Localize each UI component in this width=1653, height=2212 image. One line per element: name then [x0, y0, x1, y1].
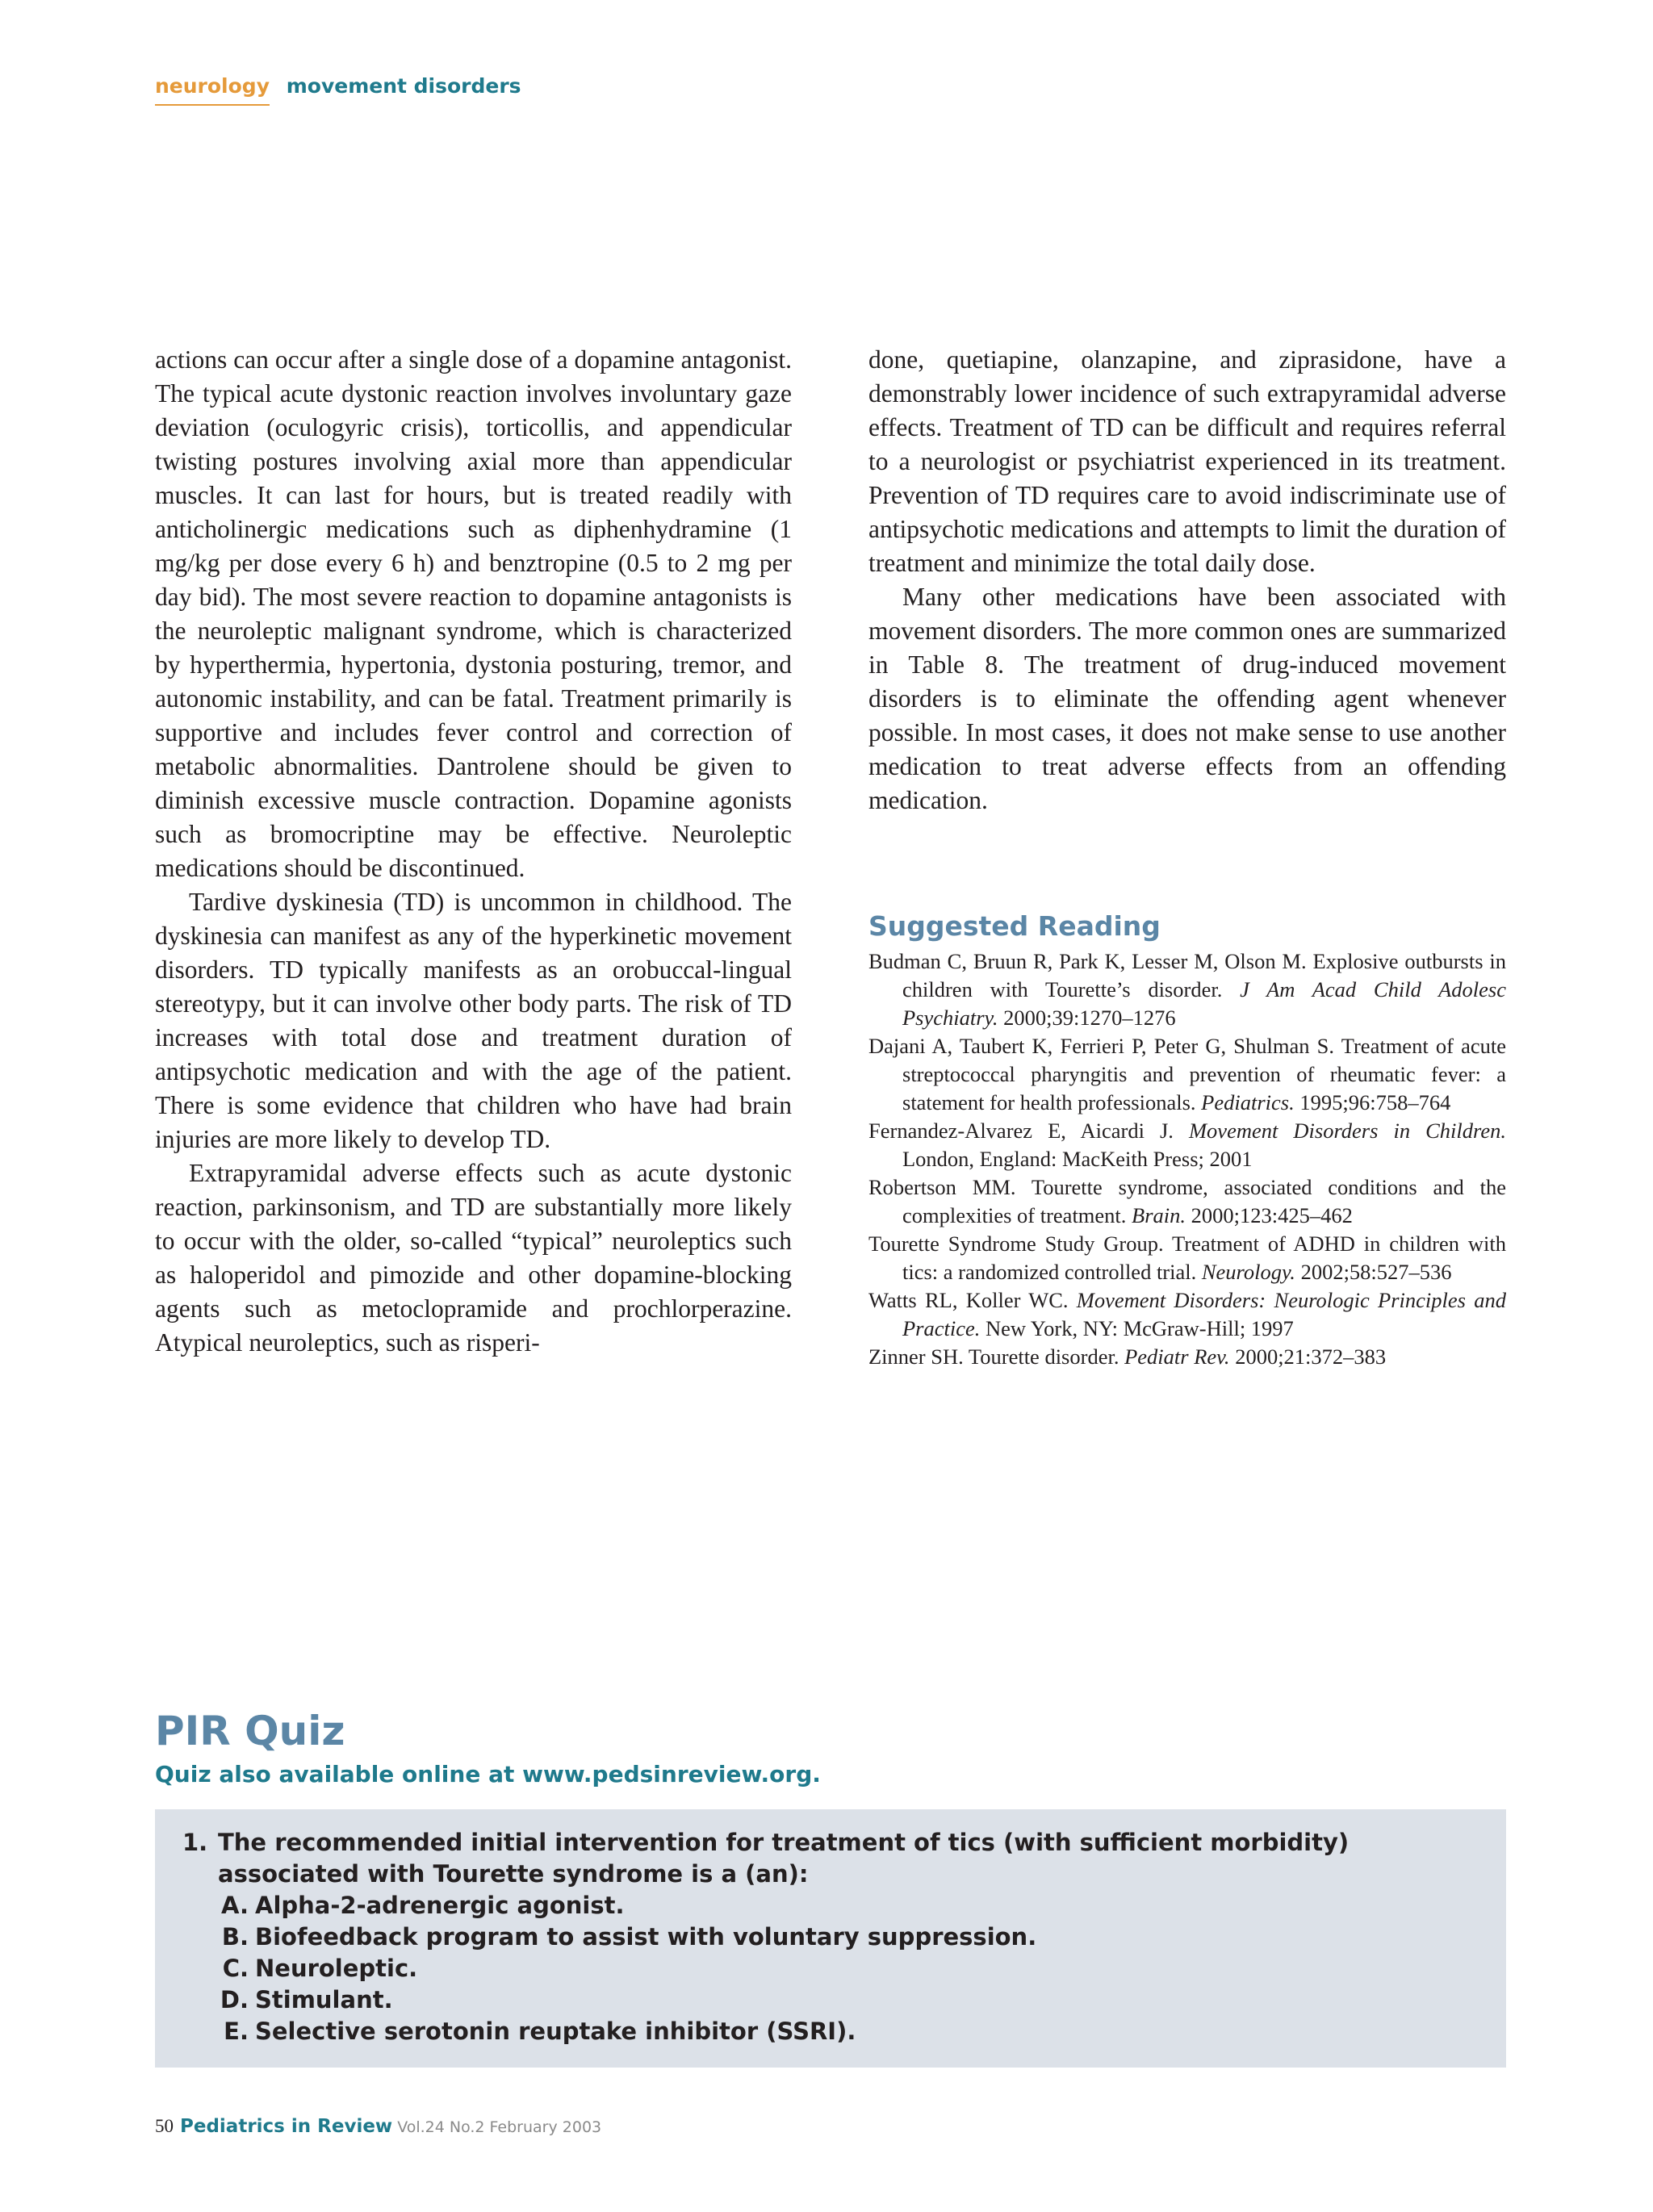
reference-citation: 1995;96:758–764 — [1294, 1090, 1451, 1114]
reference-item — [868, 1117, 1506, 1173]
page-number: 50 — [155, 2116, 174, 2136]
option-text: Stimulant. — [255, 1986, 393, 2013]
left-column — [155, 343, 792, 1360]
answer-option-e — [218, 2016, 1036, 2047]
option-text: Alpha-2-adrenergic agonist. — [255, 1892, 625, 1919]
reference-authors-title: Fernandez-Alvarez E, Aicardi J. — [868, 1119, 1189, 1143]
answer-options — [218, 1890, 1036, 2047]
option-letter: C. — [222, 1955, 249, 1982]
paragraph: actions can occur after a single dose of a dopamine antagonist. The typical acute dystonic reaction involves involuntary gaze deviation (oculogyric crisis), torticollis, and appendicular twisting postures involving axial more than appendicular muscles. It can last for hours, but is treated readily with anticholinergic medications such as diphenhydramine (1 mg/kg per dose every 6 h) and benztropine (0.5 to 2 mg per day bid). The most severe reaction to dopamine antagonists is the neuroleptic malignant syndrome, which is characterized by hyperthermia, hypertonia, dystonia posturing, tremor, and autonomic instability, and can be fatal. Treatment primarily is supportive and includes fever control and correction of metabolic abnormalities. Dantrolene should be given to diminish excessive muscle contraction. Dopamine agonists such as bromocriptine may be effective. Neuroleptic medications should be discontinued. — [155, 345, 792, 882]
option-text: Neuroleptic. — [255, 1955, 418, 1982]
option-letter: A. — [221, 1892, 249, 1919]
paragraph: done, quetiapine, olanzapine, and ziprasidone, have a demonstrably lower incidence of such extrapyramidal adverse effects. Treatment of TD can be difficult and requires referral to a neurologist or psychiatrist experienced in its treatment. Prevention of TD requires care to avoid indiscriminate use of antipsychotic medications and attempts to limit the duration of treatment and minimize the total daily dose. — [868, 345, 1506, 577]
reference-journal: Movement Disorders: Neurologic Principles and Practice. — [902, 1288, 1506, 1340]
answer-option-c — [218, 1953, 1036, 1984]
reference-journal: J Am Acad Child Adolesc Psychiatry. — [902, 977, 1506, 1030]
suggested-reading-heading: Suggested Reading — [868, 910, 1161, 942]
reference-journal: Pediatr Rev. — [1124, 1344, 1230, 1369]
option-text: Biofeedback program to assist with voluntary suppression. — [255, 1923, 1037, 1951]
page-footer — [155, 2116, 601, 2137]
reference-authors-title: Robertson MM. Tourette syndrome, associated conditions and the complexities of treatment. — [868, 1175, 1506, 1227]
question-stem: The recommended initial intervention for treatment of tics (with sufficient morbidity) associated with Tourette syndrome is a (an): — [218, 1829, 1350, 1888]
reference-item — [868, 1343, 1506, 1371]
reference-citation: 2000;39:1270–1276 — [998, 1006, 1176, 1030]
option-letter: B. — [221, 1923, 249, 1951]
header-section: neurology — [155, 74, 270, 106]
reference-item — [868, 1230, 1506, 1286]
reference-citation: 2000;123:425–462 — [1186, 1203, 1353, 1227]
reference-authors-title: Tourette Syndrome Study Group. Treatment of ADHD in children with tics: a randomized controlled trial. — [868, 1231, 1506, 1284]
reference-item — [868, 947, 1506, 1032]
paragraph: Tardive dyskinesia (TD) is uncommon in childhood. The dyskinesia can manifest as any of the hyperkinetic movement disorders. TD typically manifests as an orobuccal-lingual stereotypy, but it can involve other body parts. The risk of TD increases with total dose and treatment duration of antipsychotic medication and with the age of the patient. There is some evidence that children who have had brain injuries are more likely to develop TD. — [155, 888, 792, 1153]
reference-journal: Neurology. — [1201, 1260, 1295, 1284]
running-header — [155, 74, 521, 106]
reference-citation: London, England: MacKeith Press; 2001 — [902, 1147, 1253, 1171]
option-letter: E. — [224, 2018, 249, 2045]
quiz-question — [182, 1827, 1474, 1890]
reference-journal: Brain. — [1132, 1203, 1186, 1227]
option-letter: D. — [220, 1986, 249, 2013]
quiz-title: PIR Quiz — [155, 1708, 345, 1754]
reference-authors-title: Dajani A, Taubert K, Ferrieri P, Peter G, Shulman S. Treatment of acute streptococcal pharyngitis and prevention of rheumatic fever: a statement for health professionals. — [868, 1034, 1506, 1114]
reference-item — [868, 1173, 1506, 1230]
reference-journal: Movement Disorders in Children. — [1188, 1119, 1506, 1143]
reference-list — [868, 947, 1506, 1371]
reference-authors-title: Zinner SH. Tourette disorder. — [868, 1344, 1125, 1369]
paragraph: Extrapyramidal adverse effects such as acute dystonic reaction, parkinsonism, and TD are substantially more likely to occur with the older, so-called “typical” neuroleptics such as haloperidol and pimozide and other dopamine-blocking agents such as metoclopramide and prochlorperazine. Atypical neuroleptics, such as risperi- — [155, 1159, 792, 1357]
header-topic: movement disorders — [286, 74, 521, 98]
reference-citation: 2002;58:527–536 — [1295, 1260, 1452, 1284]
answer-option-b — [218, 1921, 1036, 1953]
paragraph: Many other medications have been associated with movement disorders. The more common ones are summarized in Table 8. The treatment of drug-induced movement disorders is to eliminate the offending agent whenever possible. In most cases, it does not make sense to use another medication to treat adverse effects from an offending medication. — [868, 583, 1506, 814]
reference-journal: Pediatrics. — [1201, 1090, 1295, 1114]
reference-citation: New York, NY: McGraw-Hill; 1997 — [980, 1316, 1294, 1340]
answer-option-d — [218, 1984, 1036, 2016]
reference-item — [868, 1032, 1506, 1117]
reference-authors-title: Watts RL, Koller WC. — [868, 1288, 1077, 1312]
journal-name: Pediatrics in Review — [180, 2116, 393, 2137]
reference-item — [868, 1286, 1506, 1343]
reference-authors-title: Budman C, Bruun R, Park K, Lesser M, Olson M. Explosive outbursts in children with Tourette’s disorder. — [868, 949, 1506, 1001]
issue-info: Vol.24 No.2 February 2003 — [397, 2118, 602, 2136]
right-column — [868, 343, 1506, 817]
quiz-subtitle: Quiz also available online at www.pedsinreview.org. — [155, 1761, 821, 1788]
answer-option-a — [218, 1890, 1036, 1921]
question-number: 1. — [182, 1829, 208, 1856]
option-text: Selective serotonin reuptake inhibitor (SSRI). — [255, 2018, 856, 2045]
reference-citation: 2000;21:372–383 — [1229, 1344, 1387, 1369]
